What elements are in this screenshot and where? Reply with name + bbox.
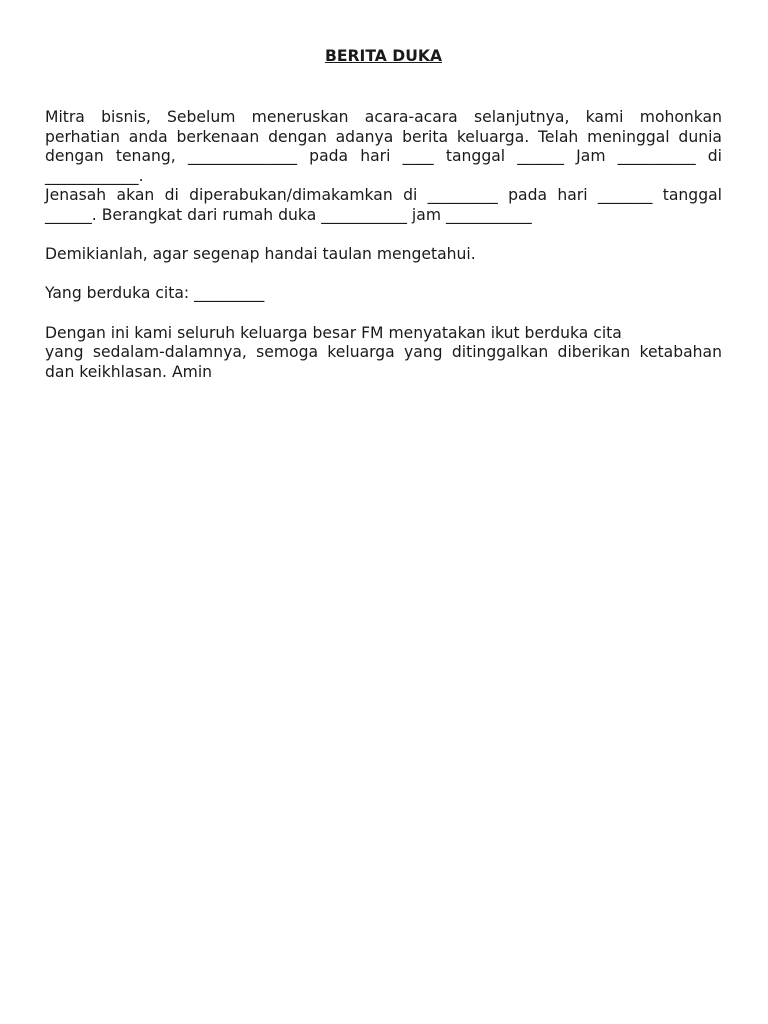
condolence-paragraph — [45, 324, 722, 383]
funeral-details-paragraph: Jenasah akan di diperabukan/dimakamkan di _________ pada hari _______ tanggal ______. Berangkat dari rumah duka ___________ jam ___________ — [45, 186, 722, 224]
closing-paragraph: Demikianlah, agar segenap handai taulan mengetahui. — [45, 245, 476, 264]
signature-line: Yang berduka cita: _________ — [45, 284, 265, 303]
condolence-line-1: Dengan ini kami seluruh keluarga besar FM menyatakan ikut berduka cita — [45, 323, 622, 342]
document-page — [45, 44, 722, 402]
condolence-line-2: yang sedalam-dalamnya, semoga keluarga yang ditinggalkan diberikan ketabahan dan keikhlasan. Amin — [45, 343, 722, 381]
document-title: BERITA DUKA — [324, 47, 443, 65]
announcement-paragraph: Mitra bisnis, Sebelum meneruskan acara-acara selanjutnya, kami mohonkan perhatian anda berkenaan dengan adanya berita keluarga. Telah meninggal dunia dengan tenang, ______________ pada hari ____ tanggal ______ Jam __________ di ____________. — [45, 108, 722, 185]
